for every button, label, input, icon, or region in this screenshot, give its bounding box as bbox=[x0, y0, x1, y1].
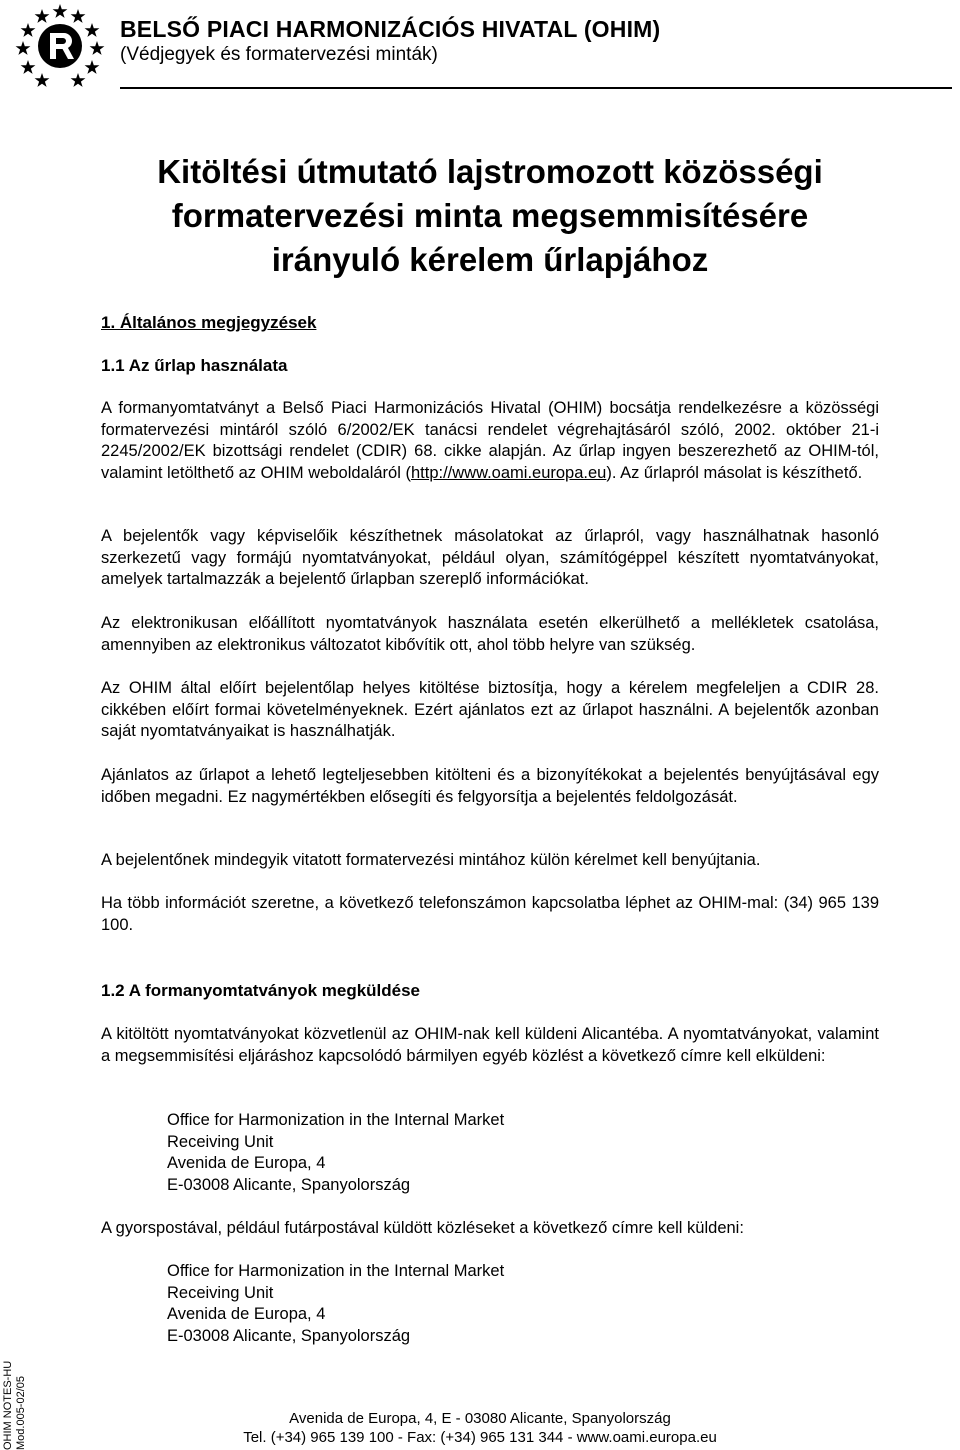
paragraph-courier: A gyorspostával, például futárpostával küldött közléseket a következő címre kell küldeni: bbox=[101, 1219, 744, 1237]
subsection-heading-1-1: 1.1 Az űrlap használata bbox=[101, 356, 288, 375]
ohim-website-link[interactable]: http://www.oami.europa.eu bbox=[410, 463, 607, 482]
address-line: Avenida de Europa, 4 bbox=[167, 1154, 326, 1173]
address-line: Receiving Unit bbox=[167, 1132, 274, 1151]
address-line: E-03008 Alicante, Spanyolország bbox=[167, 1326, 411, 1345]
paragraph-text: A formanyomtatványt a Belső Piaci Harmonizációs Hivatal (OHIM) bocsátja rendelkezésre a közösségi formatervezési mintáról szóló 6/2002/EK tanácsi rendelet végrehajtásáról szóló, 2002. október 21-i 2245/2002/EK bizottsági rendelet (CDIR) 68. cikke alapján. Az űrlap ingyen beszerezhető az OHIM-tól, valamint letölthető az OHIM weboldaláról ( bbox=[101, 399, 879, 482]
paragraph-separate-request: A bejelentőnek mindegyik vitatott formatervezési mintához külön kérelmet kell benyújtania. bbox=[101, 851, 761, 869]
paragraph-electronic-forms: Az elektronikusan előállított nyomtatványok használata esetén elkerülhető a mellékletek csatolása, amennyiben az elektronikus változatot kibővítik ott, ahol több helyre van szükség. bbox=[101, 614, 879, 654]
address-line: Office for Harmonization in the Internal Market bbox=[167, 1262, 505, 1280]
section-heading-1: 1. Általános megjegyzések bbox=[101, 313, 317, 332]
paragraph-text: ). Az űrlapról másolat is készíthető. bbox=[606, 463, 863, 482]
side-form-code-line: OHIM NOTES-HU bbox=[2, 1360, 14, 1450]
paragraph-contact: Ha több információt szeretne, a következő telefonszámon kapcsolatba léphet az OHIM-mal: (34) 965 139 100. bbox=[101, 894, 879, 934]
ohim-logo bbox=[10, 0, 110, 90]
paragraph-form-usage bbox=[101, 398, 879, 484]
side-form-code-line: Mod.005-02/05 bbox=[15, 1376, 27, 1450]
courier-address-block bbox=[167, 1261, 504, 1347]
postal-address-block bbox=[167, 1110, 504, 1196]
footer-contact: Tel. (+34) 965 139 100 - Fax: (+34) 965 131 344 - www.oami.europa.eu bbox=[243, 1429, 717, 1446]
paragraph-completeness: Ajánlatos az űrlapot a lehető legteljesebben kitölteni és a bizonyítékokat a bejelentés benyújtásával egy időben megadni. Ez nagymértékben elősegíti és felgyorsítja a bejelentés feldolgozását. bbox=[101, 766, 879, 806]
header-divider bbox=[120, 87, 952, 89]
document-title-line: irányuló kérelem űrlapjához bbox=[271, 241, 709, 278]
paragraph-copies: A bejelentők vagy képviselőik készíthetnek másolatokat az űrlapról, vagy használhatnak hasonló szerkezetű vagy formájú nyomtatványokat, például olyan, számítógéppel készített nyomtatványokat, amelyek tartalmazzák a bejelentő űrlapban szereplő információkat. bbox=[101, 527, 879, 589]
paragraph-sending-forms: A kitöltött nyomtatványokat közvetlenül az OHIM-nak kell küldeni Alicantéba. A nyomtatványokat, valamint a megsemmisítési eljáráshoz kapcsolódó bármilyen egyéb közlést a következő címre kell elküldeni: bbox=[101, 1025, 879, 1065]
paragraph-form-requirements: Az OHIM által előírt bejelentőlap helyes kitöltése biztosítja, hogy a kérelem megfeleljen a CDIR 28. cikkében előírt formai követelményeknek. Ezért ajánlatos ezt az űrlapot használni. A bejelentők azonban saját nyomtatványaikat is használhatják. bbox=[101, 679, 879, 741]
org-subtitle: (Védjegyek és formatervezési minták) bbox=[120, 44, 438, 65]
org-title: BELSŐ PIACI HARMONIZÁCIÓS HIVATAL (OHIM) bbox=[120, 16, 661, 42]
subsection-heading-1-2: 1.2 A formanyomtatványok megküldése bbox=[101, 981, 421, 1000]
address-line: Office for Harmonization in the Internal Market bbox=[167, 1111, 505, 1129]
document-title-line: Kitöltési útmutató lajstromozott közösségi bbox=[157, 153, 823, 190]
document-title bbox=[100, 150, 880, 282]
footer bbox=[0, 1410, 960, 1446]
address-line: Avenida de Europa, 4 bbox=[167, 1305, 326, 1324]
address-line: E-03008 Alicante, Spanyolország bbox=[167, 1175, 411, 1194]
address-line: Receiving Unit bbox=[167, 1283, 274, 1302]
footer-address: Avenida de Europa, 4, E - 03080 Alicante, Spanyolország bbox=[289, 1410, 671, 1427]
document-title-line: formatervezési minta megsemmisítésére bbox=[171, 197, 809, 234]
